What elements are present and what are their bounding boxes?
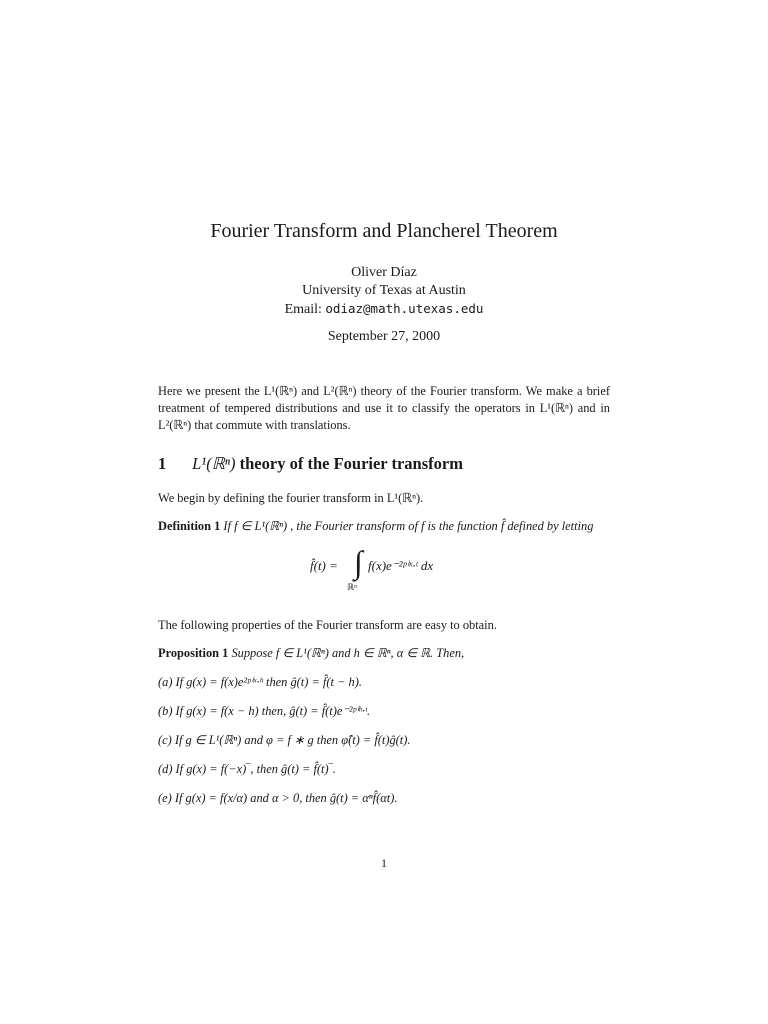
author-block — [0, 264, 768, 319]
section-math: L¹(ℝⁿ) — [192, 454, 236, 473]
proposition-text: Suppose f ∈ L¹(ℝⁿ) and h ∈ ℝⁿ, α ∈ ℝ. Then, — [231, 646, 465, 660]
fourier-transform-equation — [300, 544, 470, 597]
section-heading — [158, 454, 463, 474]
email-address: odiaz@math.utexas.edu — [325, 301, 484, 316]
author-affiliation: University of Texas at Austin — [302, 283, 466, 298]
definition-text: If f ∈ L¹(ℝⁿ) , the Fourier transform of f is the function f̂ defined by letting — [223, 519, 594, 533]
page-number: 1 — [381, 856, 387, 870]
section-number: 1 — [158, 454, 167, 473]
properties-paragraph: The following properties of the Fourier transform are easy to obtain. — [158, 618, 497, 632]
email-label: Email: — [284, 302, 322, 317]
abstract: Here we present the L¹(ℝⁿ) and L²(ℝⁿ) theory of the Fourier transform. We make a brief treatment of tempered distributions and use it to classify the operators in L¹(ℝⁿ) and in L²(ℝⁿ) that commute with translations. — [158, 384, 610, 432]
definition-label: Definition 1 — [158, 519, 221, 533]
property-item-e: (e) If g(x) = f(x/α) and α > 0, then ĝ(t) = αⁿf̂(αt). — [158, 791, 398, 805]
integral-domain: ℝⁿ — [347, 582, 357, 592]
integral-sign: ∫ — [354, 544, 363, 580]
paper-title: Fourier Transform and Plancherel Theorem — [210, 220, 558, 242]
equation-lhs: f̂(t) = — [310, 558, 338, 573]
section-title: theory of the Fourier transform — [239, 454, 463, 473]
author-email-line — [0, 300, 768, 319]
property-item-a: (a) If g(x) = f(x)e²ᵖⁱˣ·ʰ then ĝ(t) = f̂(t − h). — [158, 675, 362, 689]
equation-integrand: f(x)e⁻²ᵖⁱˣ·ᵗ dx — [368, 558, 434, 573]
property-item-c: (c) If g ∈ L¹(ℝⁿ) and φ = f ∗ g then φ̂(t) = f̂(t)ĝ(t). — [158, 733, 411, 747]
definition-1 — [158, 518, 610, 535]
property-item-d: (d) If g(x) = f(−x)‾, then ĝ(t) = f̂(t)‾. — [158, 762, 336, 776]
paper-date: September 27, 2000 — [327, 329, 441, 344]
property-item-b: (b) If g(x) = f(x − h) then, ĝ(t) = f̂(t)e⁻²ᵖⁱʰ·ᵗ. — [158, 704, 371, 718]
intro-paragraph: We begin by defining the fourier transform in L¹(ℝⁿ). — [158, 491, 424, 505]
proposition-label: Proposition 1 — [158, 646, 229, 660]
author-name: Oliver Díaz — [351, 265, 417, 280]
proposition-1 — [158, 645, 610, 662]
